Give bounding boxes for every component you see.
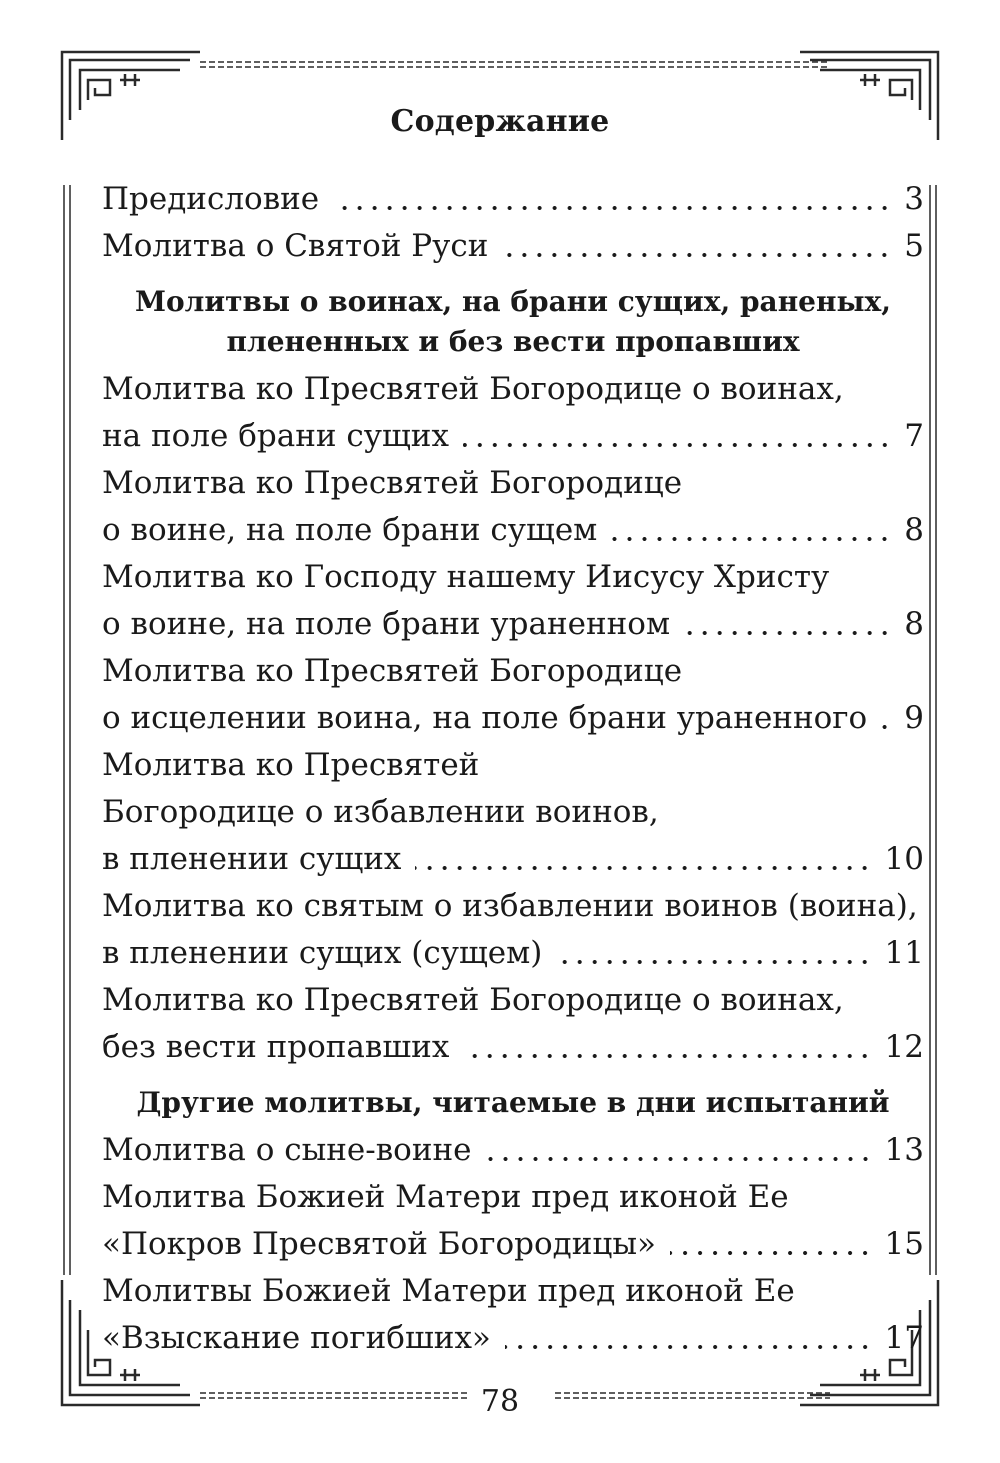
section-heading-line: Молитвы о воинах, на брани сущих, раненых, (135, 285, 891, 318)
toc-entry-title: Молитва ко святым о избавлении воинов (воина), (102, 888, 918, 924)
toc-entry-title: Молитва о сыне-воине (102, 1132, 472, 1168)
toc-page-number: 7 (904, 418, 924, 454)
toc-entry-line (102, 836, 924, 883)
toc-entry (102, 460, 924, 554)
toc-entry-title: «Покров Пресвятой Богородицы» (102, 1226, 656, 1262)
toc-entry-line (102, 1024, 924, 1071)
toc-entry-line (102, 789, 924, 836)
toc-page-number: 15 (884, 1226, 924, 1262)
toc-entry-title: Молитва ко Пресвятей (102, 747, 480, 783)
section-heading-line: плененных и без вести пропавших (226, 325, 800, 358)
toc-entry-title: Предисловие (102, 181, 320, 217)
toc-entry-title: о исцелении воина, на поле брани ураненного (102, 700, 868, 736)
toc-entry-title: Молитва ко Пресвятей Богородице (102, 653, 683, 689)
toc-entry (102, 977, 924, 1071)
toc-entry-line (102, 460, 924, 507)
toc-page-number: 17 (884, 1320, 924, 1356)
dot-leader (881, 725, 892, 729)
toc-entry-line (102, 223, 924, 270)
toc-page-number: 10 (884, 841, 924, 877)
dot-leader (463, 443, 892, 447)
toc-page-number: 13 (884, 1132, 924, 1168)
toc-entry-line (102, 883, 924, 930)
table-of-contents (102, 176, 924, 1362)
toc-entry-title: Молитва ко Господу нашему Иисусу Христу (102, 559, 830, 595)
toc-entry-line (102, 601, 924, 648)
dot-leader (670, 1251, 873, 1255)
toc-entry (102, 366, 924, 460)
toc-page-number: 12 (884, 1029, 924, 1065)
toc-entry-line (102, 648, 924, 695)
toc-entry-title: в пленении сущих (сущем) (102, 935, 543, 971)
toc-entry-title: Богородице о избавлении воинов, (102, 794, 659, 830)
toc-entry (102, 554, 924, 648)
toc-entry-title: без вести пропавших (102, 1029, 450, 1065)
toc-entry-title: Молитва ко Пресвятей Богородице о воинах, (102, 371, 844, 407)
toc-entry-title: о воине, на поле брани ураненном (102, 606, 671, 642)
toc-entry-title: на поле брани сущих (102, 418, 449, 454)
section-heading (102, 1083, 924, 1123)
dot-leader (505, 1345, 873, 1349)
toc-page-number: 8 (904, 606, 924, 642)
page-number: 78 (480, 1384, 520, 1419)
toc-entry-title: «Взыскание погибших» (102, 1320, 491, 1356)
dot-leader (463, 1054, 872, 1058)
toc-entry-line (102, 1127, 924, 1174)
toc-entry-title: Молитва ко Пресвятей Богородице (102, 465, 683, 501)
toc-entry (102, 1174, 924, 1268)
toc-entry-line (102, 977, 924, 1024)
toc-entry-title: Молитвы Божией Матери пред иконой Ее (102, 1273, 795, 1309)
toc-entry-line (102, 695, 924, 742)
section-heading (102, 282, 924, 362)
toc-page-number: 9 (904, 700, 924, 736)
section-heading-line: Другие молитвы, читаемые в дни испытаний (136, 1086, 890, 1119)
toc-entry-title: в пленении сущих (102, 841, 402, 877)
toc-page-number: 3 (904, 181, 924, 217)
toc-entry (102, 648, 924, 742)
toc-entry (102, 1127, 924, 1174)
dot-leader (502, 253, 892, 257)
toc-page-number: 8 (904, 512, 924, 548)
dot-leader (415, 866, 872, 870)
toc-entry-line (102, 1268, 924, 1315)
toc-entry (102, 883, 924, 977)
toc-entry (102, 742, 924, 883)
dot-leader (611, 537, 892, 541)
dot-leader (486, 1157, 873, 1161)
dot-leader (556, 960, 872, 964)
toc-entry-title: Молитва ко Пресвятей Богородице о воинах, (102, 982, 844, 1018)
toc-entry-line (102, 413, 924, 460)
toc-entry-line (102, 366, 924, 413)
toc-entry (102, 223, 924, 270)
dot-leader (684, 631, 892, 635)
toc-entry-line (102, 1221, 924, 1268)
toc-entry-line (102, 176, 924, 223)
toc-entry-title: Молитва о Святой Руси (102, 228, 489, 264)
dot-leader (333, 206, 892, 210)
toc-entry-title: о воине, на поле брани сущем (102, 512, 598, 548)
toc-entry-line (102, 1174, 924, 1221)
page-title: Содержание (390, 104, 610, 139)
toc-entry (102, 176, 924, 223)
toc-page-number: 5 (904, 228, 924, 264)
toc-entry-line (102, 507, 924, 554)
toc-entry (102, 1268, 924, 1362)
toc-entry-line (102, 742, 924, 789)
toc-entry-line (102, 554, 924, 601)
toc-entry-title: Молитва Божией Матери пред иконой Ее (102, 1179, 789, 1215)
toc-entry-line (102, 1315, 924, 1362)
toc-page-number: 11 (884, 935, 924, 971)
toc-entry-line (102, 930, 924, 977)
